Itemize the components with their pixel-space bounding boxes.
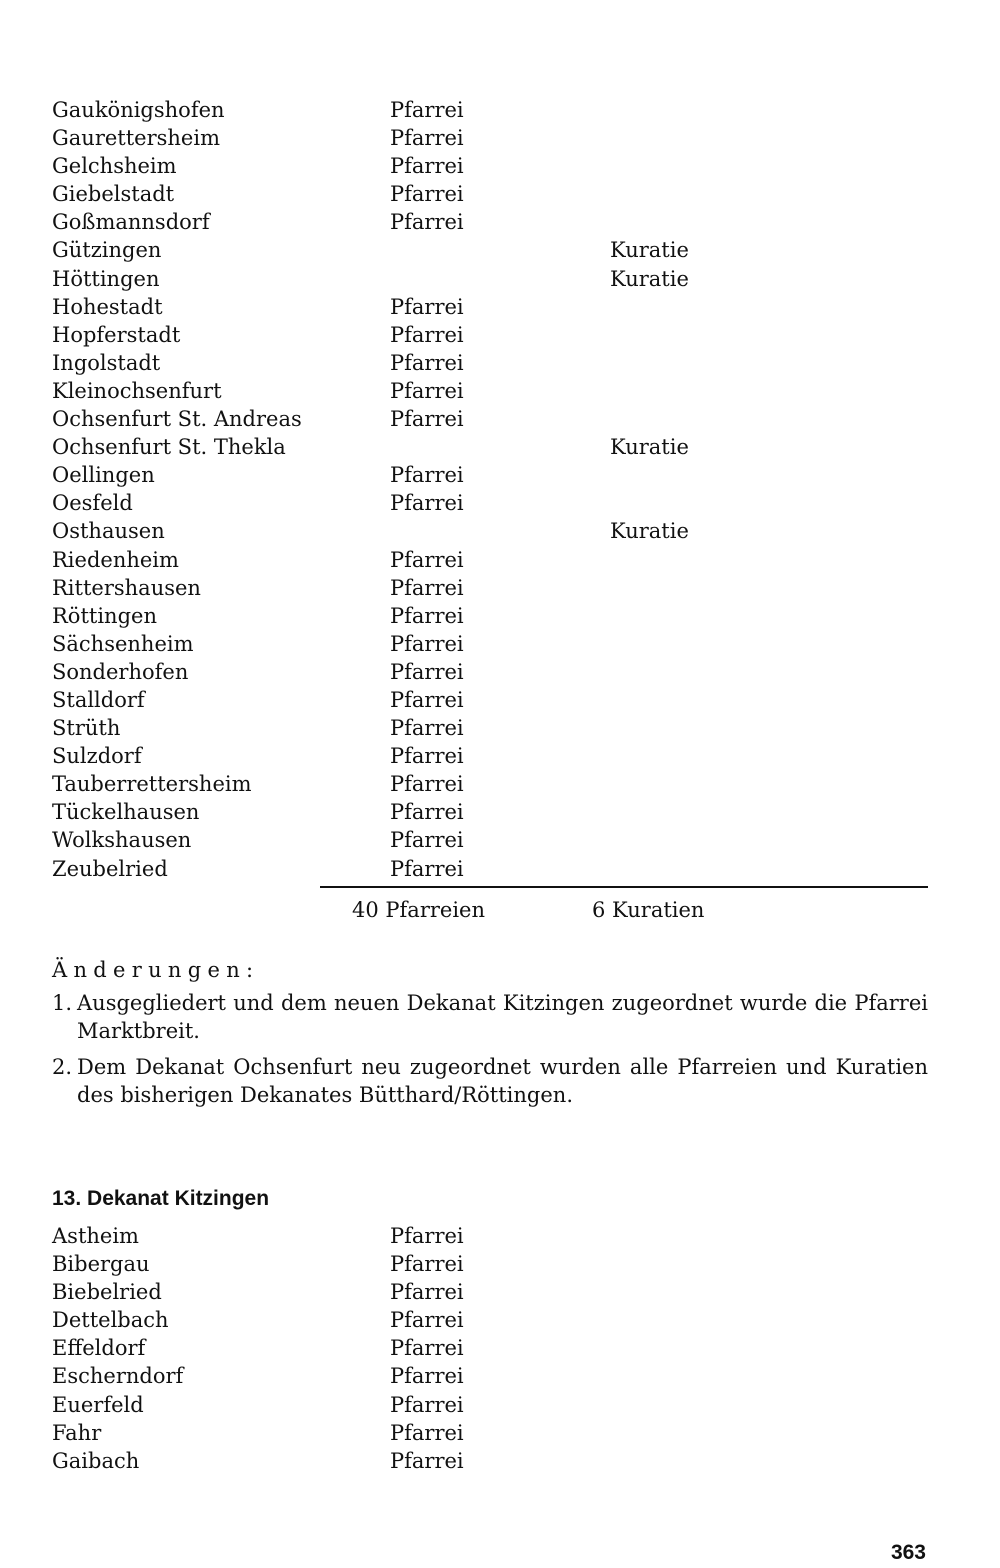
list-row (52, 855, 932, 883)
list-row (52, 1391, 932, 1419)
parish-name: Gaukönigshofen (52, 98, 225, 122)
list-row (52, 180, 932, 208)
parish-name: Sulzdorf (52, 744, 142, 769)
parish-name: Hohestadt (52, 294, 163, 319)
list-row (52, 826, 932, 854)
parish-name: Goßmannsdorf (52, 210, 210, 235)
kuratie-label: Kuratie (610, 238, 689, 263)
change-item-number: 1. (52, 991, 73, 1015)
kuratie-label: Kuratie (610, 519, 689, 544)
parish-name: Tauberrettersheim (52, 772, 252, 797)
pfarrei-label: Pfarrei (390, 1392, 464, 1417)
parish-name: Tückelhausen (52, 800, 200, 825)
parish-name: Oellingen (52, 463, 155, 488)
pfarrei-label: Pfarrei (390, 350, 464, 375)
pfarrei-label: Pfarrei (390, 547, 464, 572)
pfarrei-label: Pfarrei (390, 603, 464, 628)
list-row (52, 546, 932, 574)
list-row (52, 1447, 932, 1475)
list-row (52, 714, 932, 742)
kuratie-label: Kuratie (610, 435, 689, 460)
pfarrei-label: Pfarrei (390, 659, 464, 684)
pfarrei-label: Pfarrei (390, 856, 464, 881)
list-row (52, 124, 932, 152)
parish-name: Escherndorf (52, 1364, 184, 1389)
parish-name: Dettelbach (52, 1308, 169, 1333)
list-row (52, 1419, 932, 1447)
kuratie-label: Kuratie (610, 266, 689, 291)
change-item-number: 2. (52, 1055, 73, 1079)
parish-name: Gützingen (52, 238, 162, 263)
totals-rule (320, 886, 928, 888)
list-row (52, 517, 932, 545)
change-item-text: Ausgegliedert und dem neuen Dekanat Kitzingen zugeordnet wurde die Pfarrei Marktbreit. (77, 991, 928, 1043)
pfarrei-label: Pfarrei (390, 716, 464, 741)
parish-name: Gaurettersheim (52, 126, 220, 151)
list-row (52, 377, 932, 405)
section-title: 13. Dekanat Kitzingen (52, 1187, 270, 1210)
parish-name: Rittershausen (52, 575, 201, 600)
page-number: 363 (890, 1541, 926, 1564)
list-row (52, 770, 932, 798)
list-row (52, 293, 932, 321)
pfarrei-label: Pfarrei (390, 1448, 464, 1473)
parish-name: Wolkshausen (52, 828, 192, 853)
parish-name: Ingolstadt (52, 350, 161, 375)
list-row (52, 602, 932, 630)
list-row (52, 152, 932, 180)
changes-list (52, 989, 928, 1117)
total-kuratien: 6 Kuratien (592, 898, 705, 922)
list-row (52, 1362, 932, 1390)
list-row (52, 433, 932, 461)
change-item (52, 989, 928, 1045)
list-row (52, 1278, 932, 1306)
parish-name: Giebelstadt (52, 182, 175, 207)
total-pfarreien: 40 Pfarreien (352, 898, 485, 922)
pfarrei-label: Pfarrei (390, 1336, 464, 1361)
parish-name: Röttingen (52, 603, 157, 628)
list-row (52, 1306, 932, 1334)
list-row (52, 265, 932, 293)
parish-name: Astheim (52, 1224, 139, 1248)
pfarrei-label: Pfarrei (390, 98, 464, 122)
pfarrei-label: Pfarrei (390, 1308, 464, 1333)
pfarrei-label: Pfarrei (390, 772, 464, 797)
list-row (52, 405, 932, 433)
parish-name: Osthausen (52, 519, 165, 544)
parish-name: Bibergau (52, 1252, 150, 1277)
list-row (52, 461, 932, 489)
parish-name: Hopferstadt (52, 322, 181, 347)
list-row (52, 630, 932, 658)
list-row (52, 321, 932, 349)
pfarrei-label: Pfarrei (390, 1420, 464, 1445)
list-row (52, 658, 932, 686)
parish-name: Gelchsheim (52, 154, 177, 179)
parish-name: Euerfeld (52, 1392, 144, 1417)
pfarrei-label: Pfarrei (390, 1252, 464, 1277)
parish-name: Strüth (52, 716, 121, 741)
pfarrei-label: Pfarrei (390, 294, 464, 319)
list-row (52, 1222, 932, 1250)
change-item-text: Dem Dekanat Ochsenfurt neu zugeordnet wurden alle Pfarreien und Kuratien des bisherigen Dekanates Bütthard/Röttingen. (77, 1055, 928, 1107)
list-row (52, 208, 932, 236)
pfarrei-label: Pfarrei (390, 687, 464, 712)
parish-name: Sächsenheim (52, 631, 194, 656)
list-row (52, 574, 932, 602)
pfarrei-label: Pfarrei (390, 1224, 464, 1248)
parish-name: Ochsenfurt St. Thekla (52, 435, 286, 460)
list-row (52, 1334, 932, 1362)
pfarrei-label: Pfarrei (390, 1280, 464, 1305)
list-row (52, 349, 932, 377)
pfarrei-label: Pfarrei (390, 463, 464, 488)
list-row (52, 96, 932, 124)
list-row (52, 798, 932, 826)
parish-name: Zeubelried (52, 856, 168, 881)
parish-name: Riedenheim (52, 547, 179, 572)
pfarrei-label: Pfarrei (390, 744, 464, 769)
pfarrei-label: Pfarrei (390, 126, 464, 151)
changes-heading: Änderungen: (52, 958, 260, 982)
list-row (52, 686, 932, 714)
parish-name: Stalldorf (52, 687, 145, 712)
pfarrei-label: Pfarrei (390, 378, 464, 403)
parish-name: Oesfeld (52, 491, 133, 516)
list-row (52, 236, 932, 264)
pfarrei-label: Pfarrei (390, 407, 464, 432)
pfarrei-label: Pfarrei (390, 828, 464, 853)
parish-name: Effeldorf (52, 1336, 146, 1361)
parish-name: Ochsenfurt St. Andreas (52, 407, 302, 432)
pfarrei-label: Pfarrei (390, 322, 464, 347)
parish-list-dekanat-ochsenfurt (52, 96, 932, 883)
pfarrei-label: Pfarrei (390, 1364, 464, 1389)
pfarrei-label: Pfarrei (390, 182, 464, 207)
parish-list-dekanat-kitzingen (52, 1222, 932, 1475)
list-row (52, 489, 932, 517)
parish-name: Sonderhofen (52, 659, 189, 684)
pfarrei-label: Pfarrei (390, 800, 464, 825)
parish-name: Kleinochsenfurt (52, 378, 222, 403)
list-row (52, 742, 932, 770)
pfarrei-label: Pfarrei (390, 154, 464, 179)
parish-name: Höttingen (52, 266, 160, 291)
change-item (52, 1053, 928, 1109)
list-row (52, 1250, 932, 1278)
parish-name: Biebelried (52, 1280, 162, 1305)
parish-name: Gaibach (52, 1448, 140, 1473)
pfarrei-label: Pfarrei (390, 491, 464, 516)
pfarrei-label: Pfarrei (390, 631, 464, 656)
pfarrei-label: Pfarrei (390, 210, 464, 235)
parish-name: Fahr (52, 1420, 102, 1445)
pfarrei-label: Pfarrei (390, 575, 464, 600)
